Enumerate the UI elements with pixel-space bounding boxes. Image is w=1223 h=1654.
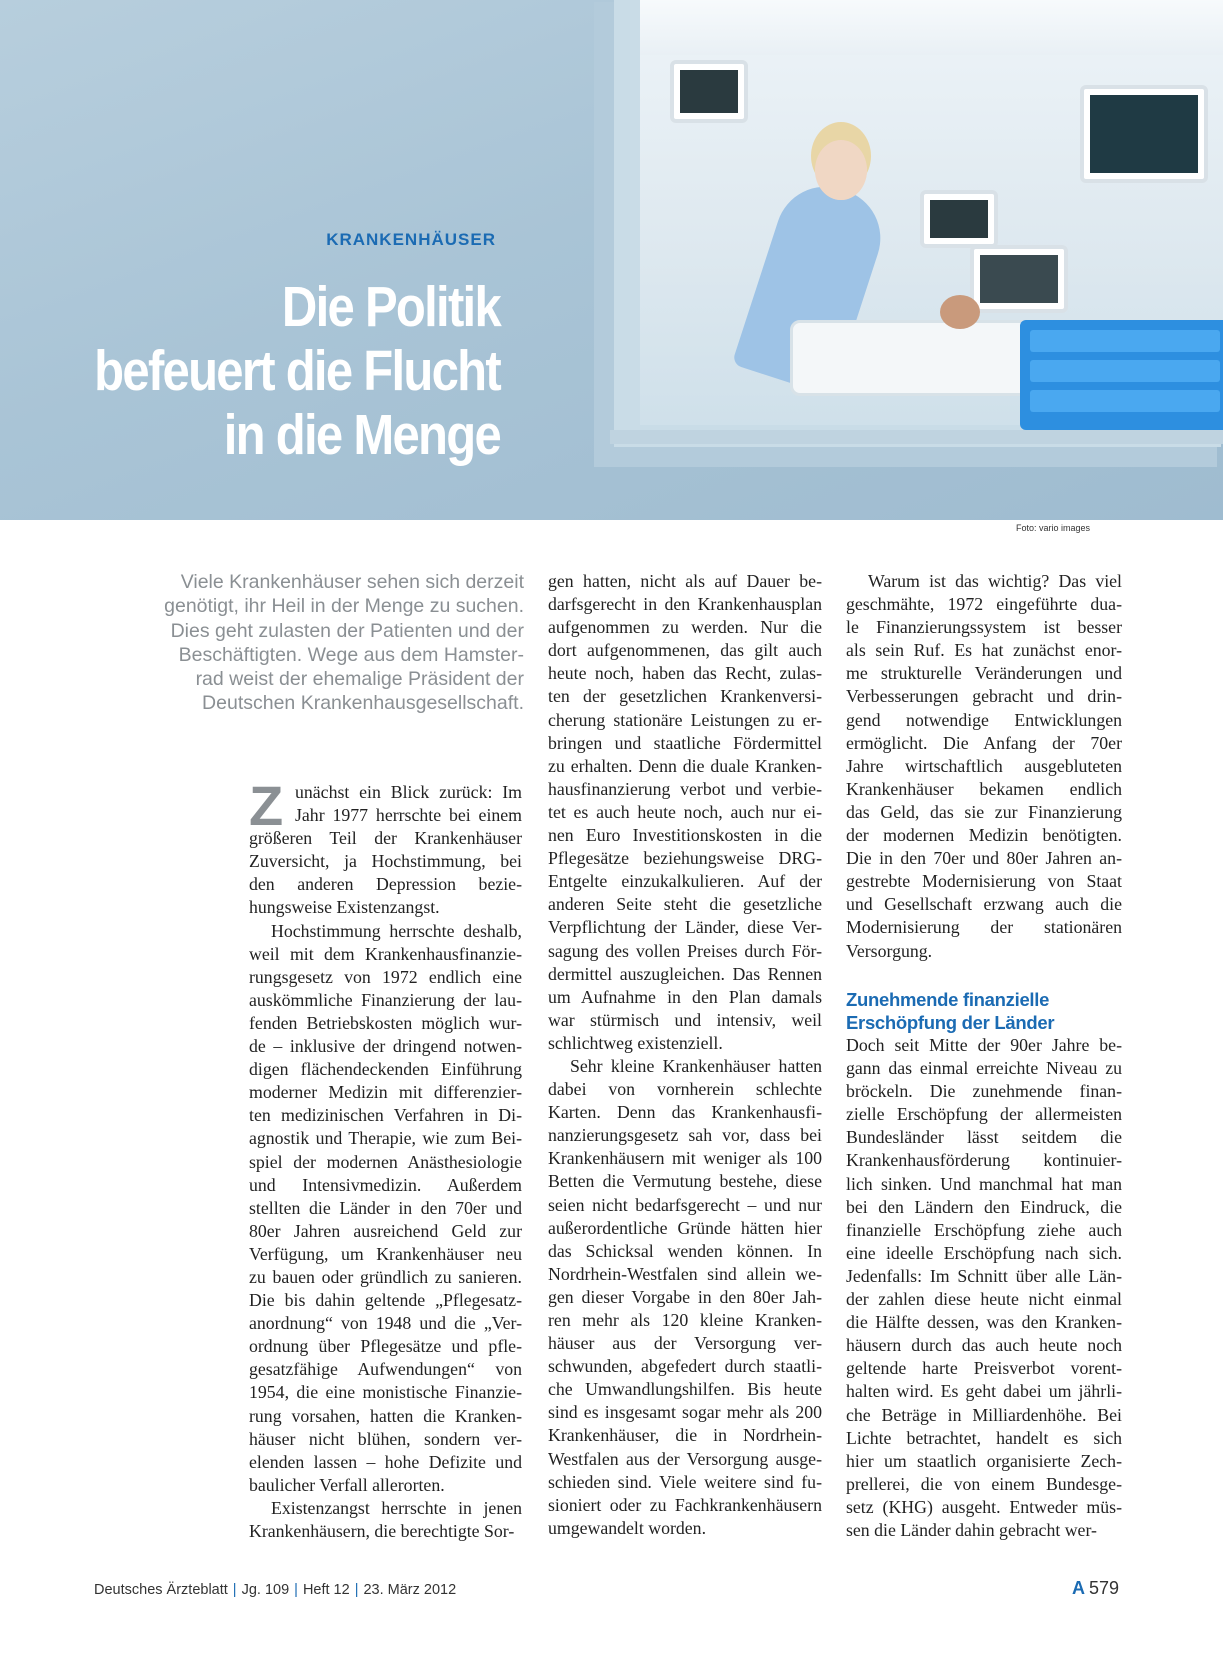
text-line: cherung stationäre Leistungen zu er- [548, 709, 822, 730]
text-line: gestrebte Modernisierung von Staat [846, 871, 1122, 892]
text-line: Die bis dahin geltende „Pflegesatz- [249, 1290, 522, 1311]
text-column-3-continued [846, 1034, 1122, 1542]
text-line: gen hatten, nicht als auf Dauer be- [548, 571, 822, 591]
text-line: bei den Ländern den Eindruck, die [846, 1196, 1122, 1217]
text-line: aufgenommen zu werden. Nur die [548, 617, 822, 638]
subheading-line: Zunehmende finanzielle [846, 989, 1050, 1010]
text-line: moderner Medizin mit differenzier- [249, 1082, 522, 1103]
text-line: Bundesländer lässt seitdem die [846, 1127, 1122, 1148]
text-line: den anderen Depression bezie- [249, 874, 522, 895]
text-line: ordnung über Pflegesätze und pfle- [249, 1336, 522, 1357]
text-line: Krankenhäusern, die berechtigte Sor- [249, 1521, 515, 1541]
text-line: zielle Erschöpfung der allermeisten [846, 1104, 1122, 1125]
text-line: häusern durch das auch heute noch [846, 1335, 1122, 1356]
headline-line: in die Menge [223, 403, 500, 467]
text-line: zu bauen oder gründlich zu sanieren. [249, 1266, 522, 1287]
text-line: Versorgung. [846, 940, 933, 961]
issue: Heft 12 [302, 1582, 350, 1598]
text-column-2 [548, 570, 822, 1540]
text-line: Verfügung, um Krankenhäuser neu [249, 1243, 522, 1264]
text-line: digen flächendeckenden Einführung [249, 1059, 522, 1080]
text-line: ten der gesetzlichen Krankenversi- [548, 686, 822, 707]
text-line: zu erhalten. Denn die duale Kranken- [548, 755, 822, 776]
text-line: rung vorsahen, hatten die Kranken- [249, 1405, 522, 1426]
text-line: Pflegesätze beziehungsweise DRG- [548, 848, 822, 869]
text-line: fenden Betriebskosten möglich wur- [249, 1012, 522, 1033]
text-line: heute noch, haben das Recht, zulas- [548, 663, 822, 684]
text-line: Westfalen aus der Versorgung ausge- [548, 1448, 822, 1469]
text-line: ermöglicht. Die Anfang der 70er [846, 732, 1122, 753]
text-line: geltende harte Preisverbot vorent- [846, 1358, 1122, 1379]
text-line: setz (KHG) ausgeht. Entweder müs- [846, 1496, 1122, 1517]
page-number [1072, 1578, 1119, 1599]
text-line: häuser nicht blühen, sondern ver- [249, 1428, 522, 1449]
text-line: dabei von vornherein schlechte [548, 1079, 822, 1100]
text-line: ren mehr als 120 kleine Kranken- [548, 1310, 822, 1330]
text-line: größeren Teil der Krankenhäuser [249, 828, 522, 849]
text-line: um Aufnahme in den Plan damals [548, 986, 822, 1007]
page-prefix: A [1071, 1578, 1085, 1598]
text-line: außerordentliche Gründe hätten hier [548, 1217, 822, 1238]
section-kicker: KRANKENHÄUSER [326, 230, 496, 249]
text-line: bröckeln. Die zunehmende finan- [846, 1081, 1122, 1102]
text-line: hausfinanzierung verbot und verbie- [548, 778, 822, 799]
text-line: Jedenfalls: Im Schnitt über alle Län- [846, 1265, 1122, 1286]
issue-date: 23. März 2012 [363, 1582, 457, 1598]
journal-name: Deutsches Ärzteblatt [94, 1582, 228, 1598]
text-line: Verpflichtung der Länder, diese Ver- [548, 917, 822, 938]
text-line: gen dieser Vorgabe in den 80er Jah- [548, 1286, 822, 1307]
text-line: che Umwandlungshilfen. Bis heute [548, 1379, 822, 1400]
text-line: Entgelte einzukalkulieren. Auf der [548, 871, 822, 892]
footer-separator: | [232, 1582, 237, 1598]
text-line: che Beträge in Milliardenhöhe. Bei [846, 1404, 1122, 1425]
text-line: Existenzangst herrschte in jenen [271, 1497, 522, 1518]
lead-line: genötigt, ihr Heil in der Menge zu suchen. [164, 595, 524, 618]
text-line: nanzierungsgesetz sah vor, dass bei [548, 1125, 822, 1146]
text-line: Jahr 1977 herrschte bei einem [295, 805, 522, 826]
text-line: baulicher Verfall allerorten. [249, 1474, 445, 1495]
lead-line: Dies geht zulasten der Patienten und der [170, 619, 524, 642]
text-line: auskömmliche Finanzierung der lau- [249, 989, 522, 1010]
headline-line: befeuert die Flucht [94, 339, 501, 403]
text-line: häuser aus der Versorgung ver- [548, 1333, 822, 1354]
text-line: me strukturelle Veränderungen und [846, 663, 1122, 684]
text-line: hungsweise Existenzangst. [249, 897, 440, 918]
text-line: schwunden, abgefedert durch staatli- [548, 1356, 822, 1377]
text-line: das Geld, das sie zur Finanzierung [846, 801, 1122, 822]
text-line: Sehr kleine Krankenhäuser hatten [570, 1055, 822, 1076]
text-line: le Finanzierungssystem ist besser [846, 617, 1122, 638]
photo-credit: Foto: vario images [1015, 523, 1090, 533]
lead-line: rad weist der ehemalige Präsident der [195, 668, 524, 691]
text-column-1 [249, 781, 522, 1543]
text-line: als sein Ruf. Es hat zunächst enor- [846, 640, 1122, 661]
text-line: Krankenhausförderung kontinuier- [846, 1150, 1122, 1171]
text-line: sioniert oder zu Fachkrankenhäusern [548, 1494, 822, 1515]
text-line: gann das einmal erreichte Niveau zu [846, 1058, 1122, 1079]
text-line: gesatzfähige Aufwendungen“ von [249, 1359, 522, 1380]
text-line: dermittel auszugleichen. Das Rennen [548, 963, 822, 984]
text-line: Modernisierung der stationären [846, 917, 1122, 938]
text-line: finanzielle Erschöpfung ziehe auch [846, 1219, 1122, 1240]
text-line: der zahlen diese heute nicht einmal [846, 1289, 1122, 1310]
text-line: lich sinken. Und manchmal hat man [846, 1173, 1122, 1194]
text-line: eine ideelle Erschöpfung nach sich. [846, 1242, 1122, 1263]
text-line: nen Euro Investitionskosten in die [548, 825, 822, 846]
text-line: schieden sind. Viele weitere sind fu- [548, 1471, 822, 1492]
text-line: hier um staatlich organisierte Zech- [846, 1450, 1122, 1471]
text-line: prellerei, die von einem Bundesge- [846, 1473, 1122, 1494]
text-line: elenden lassen – hohe Defizite und [249, 1451, 522, 1472]
text-line: der modernen Medizin benötigten. [846, 825, 1122, 846]
text-column-3 [846, 570, 1122, 963]
text-line: de – inklusive der dringend notwen- [249, 1036, 522, 1057]
text-line: schlichtweg existenziell. [548, 1032, 723, 1053]
footer-separator: | [354, 1582, 359, 1598]
volume: Jg. 109 [241, 1582, 290, 1598]
text-line: Die in den 70er und 80er Jahren an- [846, 848, 1122, 869]
text-line: anordnung“ von 1948 und die „Ver- [249, 1313, 522, 1334]
text-line: anderen Seite steht die gesetzliche [548, 894, 822, 915]
text-line: die Hälfte dessen, was den Kranken- [846, 1312, 1122, 1333]
text-line: unächst ein Blick zurück: Im [295, 782, 522, 802]
text-line: umgewandelt worden. [548, 1517, 707, 1538]
text-line: Krankenhäuser bekamen endlich [846, 778, 1122, 799]
text-line: geschmähte, 1972 eingeführte dua- [846, 594, 1122, 615]
lead-line: Beschäftigten. Wege aus dem Hamster- [178, 643, 524, 666]
lead-line: Deutschen Krankenhausgesellschaft. [202, 692, 524, 715]
text-line: tet es auch heute noch, auch nur ei- [548, 801, 822, 822]
text-line: darfsgerecht in den Krankenhausplan [548, 594, 822, 615]
text-line: und Intensivmedizin. Außerdem [249, 1174, 522, 1195]
icu-photo [640, 0, 1223, 425]
text-line: stellten die Länder in den 70er und [249, 1197, 522, 1218]
text-line: sagung des vollen Preises durch För- [548, 940, 822, 961]
headline-line: Die Politik [281, 275, 500, 339]
subheading-line: Erschöpfung der Länder [846, 1012, 1055, 1033]
lead-paragraph [80, 570, 524, 716]
text-line: sind es insgesamt sogar mehr als 200 [548, 1402, 822, 1423]
dropcap-letter: Z [249, 774, 284, 837]
text-line: seien nicht bedarfsgerecht – und nur [548, 1194, 822, 1215]
text-line: bringen und staatliche Fördermittel [548, 732, 822, 753]
lead-line: Viele Krankenhäuser sehen sich derzeit [180, 571, 524, 593]
footer [94, 1582, 456, 1598]
text-line: gend notwendige Entwicklungen [846, 709, 1122, 730]
text-line: Betten die Vermutung bestehe, diese [548, 1171, 822, 1192]
text-line: Nordrhein-Westfalen sind allein we- [548, 1263, 822, 1284]
text-line: 1954, die eine monistische Finanzie- [249, 1382, 522, 1403]
text-line: ten medizinischen Verfahren in Di- [249, 1105, 522, 1126]
text-line: Krankenhäusern mit weniger als 100 [548, 1148, 822, 1169]
text-line: Warum ist das wichtig? Das viel [868, 571, 1122, 591]
page-number-value: 579 [1088, 1578, 1119, 1598]
text-line: Jahre wirtschaftlich ausgebluteten [846, 755, 1122, 776]
text-line: Lichte betrachtet, handelt es sich [846, 1427, 1122, 1448]
text-line: 80er Jahren ausreichend Geld zur [249, 1220, 522, 1241]
text-line: Krankenhäuser, die in Nordrhein- [548, 1425, 822, 1446]
text-line: Hochstimmung herrschte deshalb, [271, 920, 522, 941]
footer-separator: | [294, 1582, 298, 1598]
text-line: war stürmisch und intensiv, weil [548, 1009, 822, 1030]
text-line: spiel der modernen Anästhesiologie [249, 1151, 522, 1172]
text-line: weil mit dem Krankenhausfinanzie- [249, 943, 522, 964]
text-line: Zuversicht, ja Hochstimmung, bei [249, 851, 522, 872]
text-line: Karten. Denn das Krankenhausfi- [548, 1102, 822, 1123]
text-line: Verbesserungen gebracht und drin- [846, 686, 1122, 707]
article-headline [53, 275, 500, 467]
text-line: Doch seit Mitte der 90er Jahre be- [846, 1035, 1122, 1055]
text-line: das Schicksal wenden können. In [548, 1240, 822, 1261]
text-line: halten wird. Es geht dabei um jährli- [846, 1381, 1122, 1402]
text-line: sen die Länder dahin gebracht wer- [846, 1519, 1097, 1540]
text-line: dort aufgenommenen, das gilt auch [548, 640, 822, 661]
text-line: und Gesellschaft erzwang auch die [846, 894, 1122, 915]
text-line: rungsgesetz von 1972 endlich eine [249, 966, 522, 987]
text-line: agnostik und Therapie, wie zum Bei- [249, 1128, 522, 1149]
subheading [846, 988, 1122, 1034]
